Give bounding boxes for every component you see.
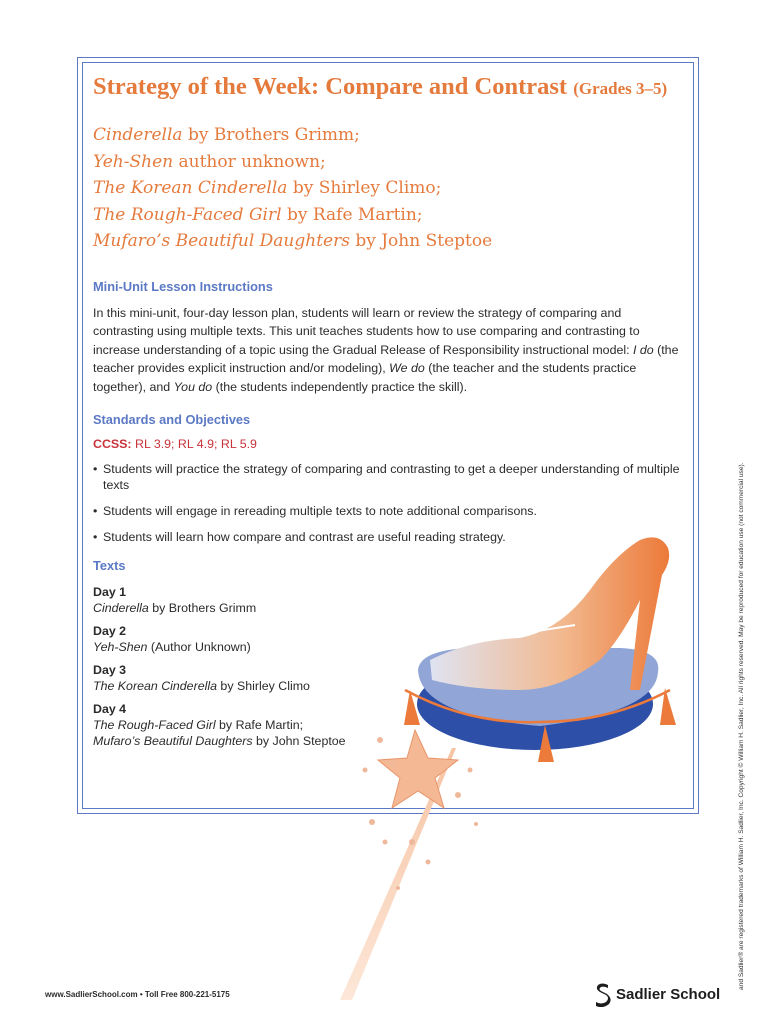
wand-star-shape xyxy=(378,730,458,808)
title-main: Strategy of the Week: Compare and Contrast xyxy=(93,73,568,100)
footer-website: www.SadlierSchool.com xyxy=(45,990,138,999)
sadlier-brand xyxy=(594,978,720,1010)
footer-contact xyxy=(45,990,230,999)
ccss-label: CCSS: xyxy=(93,437,132,452)
we-do-description: (the teacher and the students practice together), and xyxy=(93,361,637,394)
page-title xyxy=(93,72,683,104)
book-title: Yeh-Shen xyxy=(93,151,174,172)
book-title: Mufaro’s Beautiful Daughters xyxy=(93,231,350,251)
day-label: Day 2 xyxy=(93,624,127,639)
reading-author: by Rafe Martin; xyxy=(215,718,304,733)
footer-phone: Toll Free 800-221-5175 xyxy=(144,990,230,999)
day-label: Day 4 xyxy=(93,702,127,717)
footer-separator: • xyxy=(139,990,143,999)
standards-heading: Standards and Objectives xyxy=(93,412,251,428)
book-item xyxy=(93,149,683,176)
list-item: • Students will practice the strategy of comparing and contrasting to get a deeper understanding of multiple texts xyxy=(93,461,693,493)
book-title: Cinderella xyxy=(93,125,183,145)
list-item: • Students will learn how compare and contrast are useful reading strategy. xyxy=(93,529,693,545)
book-author: by Brothers Grimm; xyxy=(182,125,360,145)
you-do-description: (the students independently practice the skill). xyxy=(212,379,468,394)
reading-author: by Brothers Grimm xyxy=(148,601,257,616)
reading-author: by Shirley Climo xyxy=(216,679,310,694)
reading-title: The Korean Cinderella xyxy=(93,679,217,694)
book-item xyxy=(93,202,683,229)
glass-slipper-on-cushion-with-magic-wand-icon xyxy=(340,530,700,1010)
book-author: author unknown; xyxy=(173,151,326,172)
book-list xyxy=(93,122,683,255)
day-label: Day 1 xyxy=(93,585,127,600)
mini-unit-intro: In this mini-unit, four-day lesson plan, students will learn or review the strategy of comparing and contrasting using multiple texts. This unit teaches students how to use comparing and contrasting to increase understanding of a topic using the Gradual Release of Responsibility instructional model: xyxy=(93,305,640,357)
book-item xyxy=(93,228,683,255)
book-item xyxy=(93,175,683,202)
you-do-label: You do xyxy=(173,379,213,394)
day-label: Day 3 xyxy=(93,663,127,678)
texts-heading: Texts xyxy=(93,558,126,574)
reading-title: Mufaro’s Beautiful Daughters xyxy=(93,734,253,749)
book-author: by Shirley Climo; xyxy=(287,178,442,198)
mini-unit-heading: Mini-Unit Lesson Instructions xyxy=(93,278,273,294)
ccss-standards xyxy=(93,436,683,453)
book-author: by John Steptoe xyxy=(349,231,493,251)
glass-slipper-shape xyxy=(430,537,669,690)
reading-title: The Rough-Faced Girl xyxy=(93,718,216,733)
legal-notice: and Sadlier® are registered trademarks of William H. Sadlier, Inc. Copyright © William H. Sadlier, Inc. All rights reserved. May be reproduced for education use (not commercial use). xyxy=(738,462,745,990)
sadlier-s-logo-icon xyxy=(594,981,612,1007)
i-do-description: (the teacher provides explicit instruction and/or modeling), xyxy=(93,342,679,376)
title-grades: (Grades 3–5) xyxy=(573,79,668,98)
book-title: The Rough-Faced Girl xyxy=(93,204,282,225)
book-title: The Korean Cinderella xyxy=(93,178,288,198)
book-item xyxy=(93,122,683,149)
brand-name: Sadlier School xyxy=(616,985,721,1003)
list-item: • Students will engage in rereading multiple texts to note additional comparisons. xyxy=(93,503,693,519)
we-do-label: We do xyxy=(389,361,425,376)
ccss-values: RL 3.9; RL 4.9; RL 5.9 xyxy=(131,437,257,452)
i-do-label: I do xyxy=(633,342,654,357)
reading-author: (Author Unknown) xyxy=(147,640,251,655)
reading-title: Yeh-Shen xyxy=(93,640,148,655)
mini-unit-paragraph xyxy=(93,304,683,397)
book-author: by Rafe Martin; xyxy=(281,204,423,225)
reading-title: Cinderella xyxy=(93,601,149,616)
reading-author: by John Steptoe xyxy=(252,734,346,749)
